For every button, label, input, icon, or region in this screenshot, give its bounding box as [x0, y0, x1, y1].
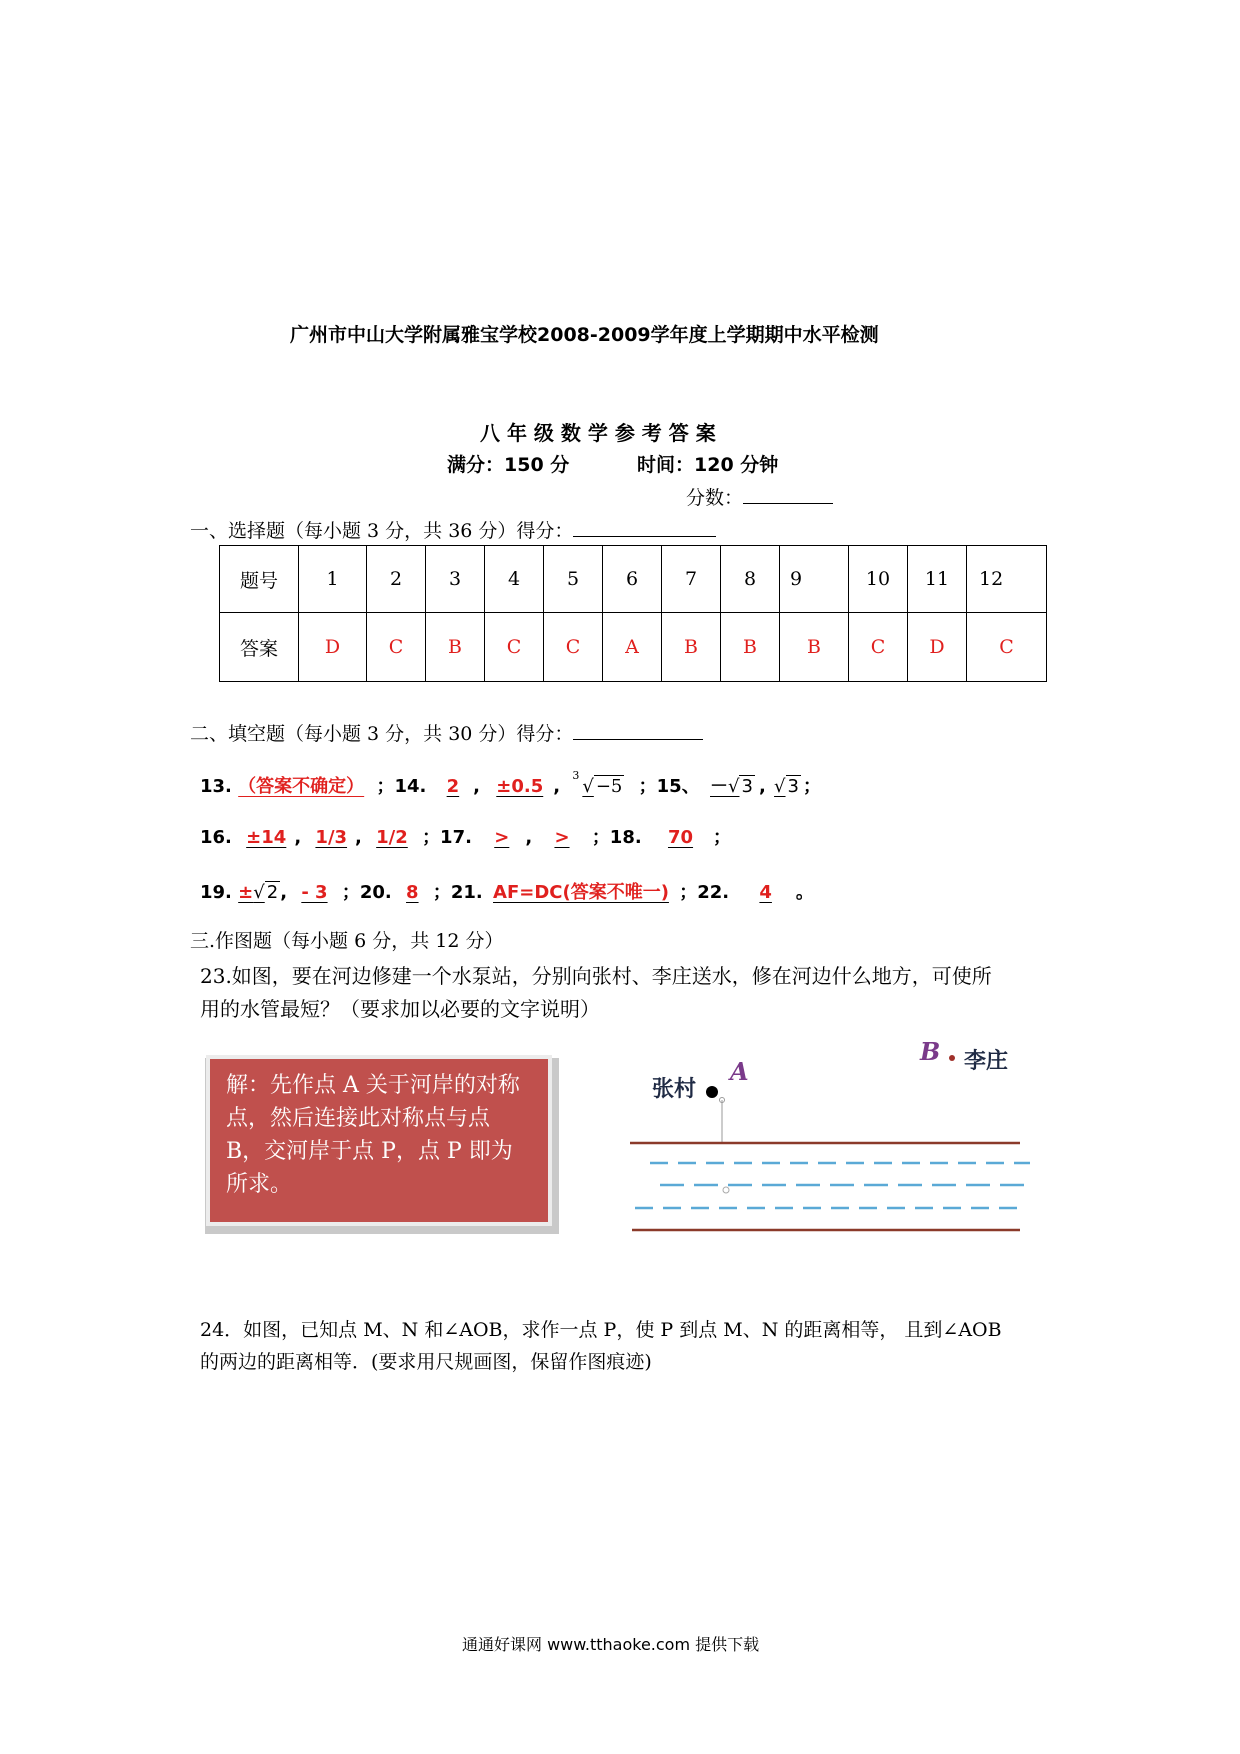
- fill-line-1: 13. （答案不确定） ；14. 2 , ±0.5 , 3 √ −5 ；15、 －√ 3 , √ 3 ；: [200, 769, 821, 797]
- radical-icon: √: [582, 776, 594, 797]
- q20-blank: [398, 882, 427, 903]
- q16-answer-3: 1/2: [376, 827, 408, 848]
- score-field: [686, 483, 833, 510]
- q18-number: ；18.: [591, 827, 642, 848]
- q14-answer-2: ±0.5: [496, 776, 544, 797]
- q15-blank-1: [706, 776, 759, 797]
- score-blank: [743, 485, 833, 504]
- answer-cell: C: [544, 613, 603, 682]
- q19-number: 19.: [200, 882, 232, 903]
- q15-radicand-2: 3: [787, 776, 799, 797]
- row-label-answer: 答案: [220, 613, 299, 682]
- answer-cell: D: [299, 613, 367, 682]
- answer-cell: C: [849, 613, 908, 682]
- q21-blank: [489, 882, 673, 903]
- answer-row: [220, 613, 1047, 682]
- question-number: 12: [967, 546, 1047, 613]
- question-number: 4: [485, 546, 544, 613]
- q14-root-index: 3: [572, 769, 580, 782]
- q16-number: 16.: [200, 827, 232, 848]
- point-a-dot: [706, 1086, 718, 1098]
- answer-cell: C: [367, 613, 426, 682]
- q15-number: ；15、: [638, 776, 700, 797]
- q14-blank-3: [566, 769, 632, 797]
- q20-answer: 8: [406, 882, 419, 903]
- river-figure: [620, 1030, 1040, 1240]
- question-row: [220, 546, 1047, 613]
- q22-answer: 4: [759, 882, 772, 903]
- subject-title: 八 年 级 数 学 参 考 答 案: [480, 421, 716, 445]
- question-number: 1: [299, 546, 367, 613]
- q16-blank-3: [368, 827, 416, 848]
- q16-answer-2: 1/3: [315, 827, 348, 848]
- q24-line-1: 24．如图，已知点 M、N 和∠AOB，求作一点 P，使 P 到点 M、N 的距离相等， 且到∠AOB: [200, 1319, 1002, 1341]
- q23-line-2: 用的水管最短？（要求加以必要的文字说明）: [200, 997, 600, 1021]
- answer-cell: B: [426, 613, 485, 682]
- q19-sign: ±: [238, 882, 254, 903]
- solution-box: [206, 1055, 552, 1226]
- answer-cell: B: [721, 613, 780, 682]
- q17-answer-1: >: [494, 827, 510, 848]
- score-label: 分数：: [686, 487, 744, 509]
- q18-answer: 70: [667, 827, 694, 848]
- q19-blank-2: [293, 882, 335, 903]
- footer-text: 通通好课网 www.tthaoke.com 提供下载: [462, 1635, 760, 1654]
- question-number: 11: [908, 546, 967, 613]
- school-title: 广州市中山大学附属雅宝学校2008-2009学年度上学期期中水平检测: [290, 324, 879, 346]
- answer-table: [219, 545, 1047, 682]
- q15-blank-2: [772, 776, 803, 797]
- q14-answer-1: 2: [446, 776, 460, 797]
- point-b-dot: [949, 1055, 955, 1061]
- answer-cell: B: [662, 613, 721, 682]
- section1-score-blank: [573, 518, 716, 537]
- q16-answer-1: ±14: [246, 827, 287, 848]
- q19-radicand: 2: [266, 882, 279, 903]
- q14-blank-2: [486, 776, 553, 797]
- q20-number: ；20.: [341, 882, 392, 903]
- question-number: 5: [544, 546, 603, 613]
- q16-blank-1: [238, 827, 294, 848]
- answer-cell: C: [485, 613, 544, 682]
- fill-line-2: 16. ±14 , 1/3 , 1/2 ；17. > , > ；18. 70 ；: [200, 827, 732, 848]
- village-b-label: 李庄: [964, 1049, 1009, 1074]
- answer-cell: C: [967, 613, 1047, 682]
- answer-cell: B: [780, 613, 849, 682]
- q19-answer-2: - 3: [301, 882, 328, 903]
- radical-icon: √: [728, 776, 740, 797]
- q22-number: ；22.: [679, 882, 730, 903]
- q17-answer-2: >: [554, 827, 570, 848]
- question-number: 6: [603, 546, 662, 613]
- q17-blank-2: [538, 827, 585, 848]
- q13-answer: （答案不确定）: [238, 776, 365, 797]
- q15-radicand-1: 3: [741, 776, 753, 797]
- q17-number: ；17.: [422, 827, 472, 848]
- point-a-label: A: [730, 1057, 749, 1086]
- q21-answer: AF=DC(答案不唯一): [493, 882, 669, 903]
- radical-icon: √: [253, 882, 265, 903]
- q17-blank-1: [478, 827, 525, 848]
- answer-cell: A: [603, 613, 662, 682]
- fill-line-3: 19. ±√ 2 , - 3 ；20. 8 ；21. AF=DC(答案不唯一) ；22. 4 。: [200, 882, 814, 903]
- q24-line-2: 的两边的距离相等．(要求用尺规画图，保留作图痕迹): [200, 1351, 652, 1373]
- q14-number: ；14.: [376, 776, 427, 797]
- q18-blank: [648, 827, 713, 848]
- question-number: 10: [849, 546, 908, 613]
- section2-field: [190, 719, 703, 746]
- section2-score-blank: [573, 721, 703, 740]
- section1-field: [190, 516, 716, 543]
- section2-heading: 二、填空题（每小题 3 分，共 30 分）得分：: [190, 723, 574, 745]
- exam-time: 时间：120 分钟: [637, 454, 779, 476]
- q14-radicand: −5: [595, 776, 623, 797]
- reflection-marker: [723, 1187, 729, 1193]
- q19-blank-1: [238, 882, 280, 903]
- village-a-label: 张村: [652, 1077, 697, 1102]
- answer-cell: D: [908, 613, 967, 682]
- question-number: 3: [426, 546, 485, 613]
- solution-text: 解：先作点 A 关于河岸的对称点，然后连接此对称点与点 B，交河岸于点 P，点 P 即为所求。: [226, 1073, 520, 1197]
- q16-blank-2: [307, 827, 355, 848]
- question-number: 9: [780, 546, 849, 613]
- point-b-label: B: [920, 1037, 941, 1066]
- row-label-question: 题号: [220, 546, 299, 613]
- q22-blank: [735, 882, 796, 903]
- q13-number: 13.: [200, 776, 232, 797]
- section1-heading: 一、选择题（每小题 3 分，共 36 分）得分：: [190, 520, 574, 542]
- question-number: 8: [721, 546, 780, 613]
- section3-heading: 三.作图题（每小题 6 分，共 12 分）: [190, 930, 504, 952]
- q15-sign: －: [710, 776, 728, 797]
- q14-blank-1: [433, 776, 474, 797]
- q21-number: ；21.: [432, 882, 483, 903]
- radical-icon: √: [774, 776, 786, 797]
- q23-line-1: 23.如图，要在河边修建一个水泵站，分别向张村、李庄送水，修在河边什么地方，可使所: [200, 964, 992, 988]
- question-number: 7: [662, 546, 721, 613]
- full-score: 满分：150 分: [447, 454, 570, 476]
- question-number: 2: [367, 546, 426, 613]
